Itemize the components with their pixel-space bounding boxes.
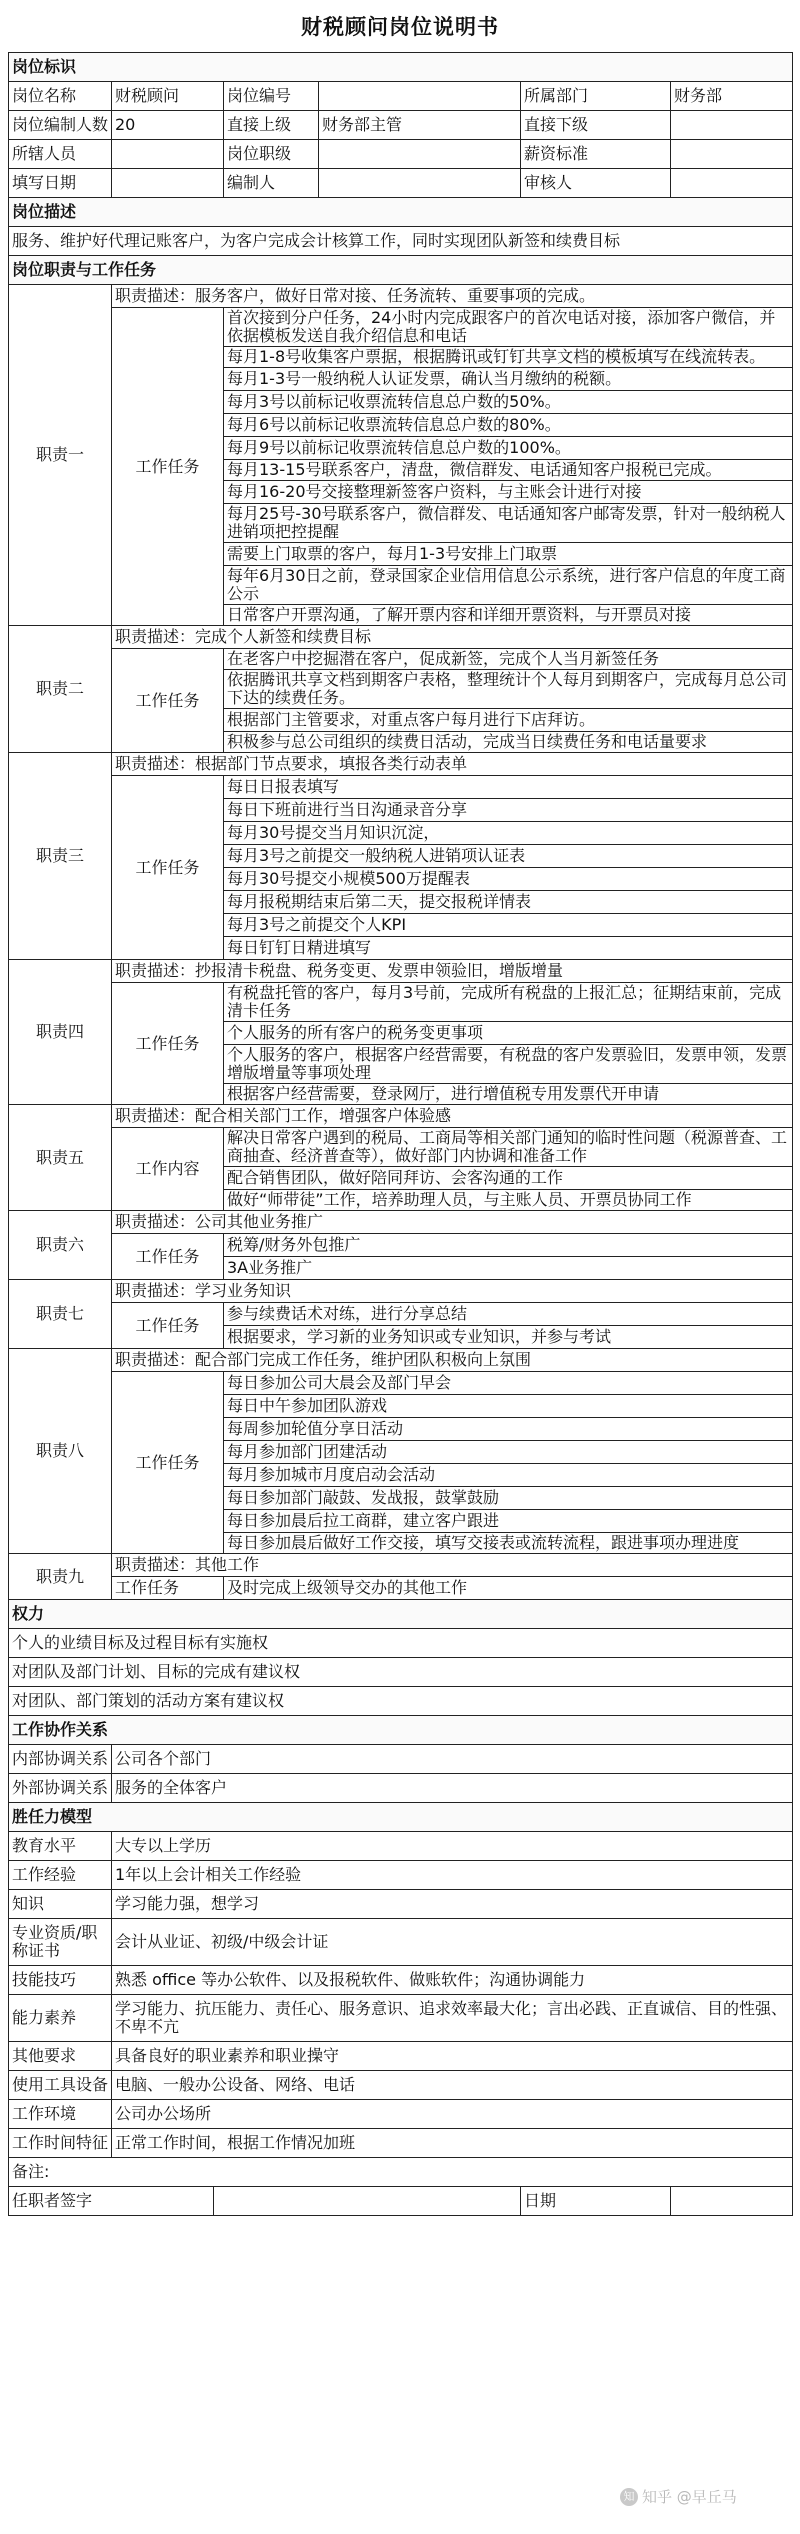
duty-1-task-label: 工作任务 (112, 308, 224, 626)
duty-7-task-label: 工作任务 (112, 1303, 224, 1349)
value-salary (671, 140, 793, 169)
duty-9-desc-row (9, 1554, 793, 1577)
duty-1-name: 职责一 (9, 285, 112, 626)
value-internal-relations: 公司各个部门 (112, 1745, 793, 1774)
duty-1-task: 每月16-20号交接整理新签客户资料，与主账会计进行对接 (224, 481, 793, 504)
duty-6-name: 职责六 (9, 1211, 112, 1280)
duty-7-name: 职责七 (9, 1280, 112, 1349)
value-external-relations: 服务的全体客户 (112, 1774, 793, 1803)
duty-2-task: 根据部门主管要求，对重点客户每月进行下店拜访。 (224, 709, 793, 732)
authority-item: 对团队及部门计划、目标的完成有建议权 (9, 1658, 793, 1687)
duty-4-desc-row (9, 960, 793, 983)
label-external-relations: 外部协调关系 (9, 1774, 112, 1803)
duty-1-task: 每月25号-30号联系客户，微信群发、电话通知客户邮寄发票，针对一般纳税人进销项把控提醒 (224, 504, 793, 543)
document-title: 财税顾问岗位说明书 (301, 14, 499, 39)
duty-3-task: 每日下班前进行当日沟通录音分享 (224, 799, 793, 822)
remarks: 备注: (9, 2158, 793, 2187)
duty-1-task: 每月9号以前标记收票流转信息总户数的100%。 (224, 437, 793, 460)
duty-8-task: 每周参加轮值分享日活动 (224, 1418, 793, 1441)
duty-6-desc-row (9, 1211, 793, 1234)
section-competency: 胜任力模型 (9, 1803, 793, 1832)
section-identity: 岗位标识 (9, 53, 793, 82)
value-other-requirements: 具备良好的职业素养和职业操守 (112, 2042, 793, 2071)
label-salary: 薪资标准 (521, 140, 671, 169)
duty-8-task: 每日参加晨后拉工商群，建立客户跟进 (224, 1510, 793, 1533)
duty-2-task: 依据腾讯共享文档到期客户表格，整理统计个人每月到期客户，完成每月总公司下达的续费任务。 (224, 670, 793, 709)
duty-6-desc: 职责描述：公司其他业务推广 (112, 1211, 793, 1234)
signature-value (214, 2187, 521, 2216)
duty-4-task: 个人服务的客户，根据客户经营需要，有税盘的客户发票验旧，发票申领，发票增版增量等事项处理 (224, 1045, 793, 1084)
duty-5-task-label: 工作内容 (112, 1128, 224, 1211)
duty-3-desc: 职责描述：根据部门节点要求，填报各类行动表单 (112, 753, 793, 776)
duty-4-task: 个人服务的所有客户的税务变更事项 (224, 1022, 793, 1045)
duty-4-task-label: 工作任务 (112, 983, 224, 1105)
identity-row-4 (9, 169, 793, 198)
value-job-name: 财税顾问 (112, 82, 224, 111)
label-other-requirements: 其他要求 (9, 2042, 112, 2071)
label-internal-relations: 内部协调关系 (9, 1745, 112, 1774)
label-job-name: 岗位名称 (9, 82, 112, 111)
duty-3-task: 每日日报表填写 (224, 776, 793, 799)
label-fill-date: 填写日期 (9, 169, 112, 198)
label-job-level: 岗位职级 (224, 140, 319, 169)
duty-2-desc: 职责描述：完成个人新签和续费目标 (112, 626, 793, 649)
duty-4-task: 有税盘托管的客户，每月3号前，完成所有税盘的上报汇总；征期结束前，完成清卡任务 (224, 983, 793, 1022)
duty-8-task: 每月参加城市月度启动会活动 (224, 1464, 793, 1487)
duty-4-name: 职责四 (9, 960, 112, 1105)
label-jurisdiction: 所辖人员 (9, 140, 112, 169)
duty-1-task: 每年6月30日之前，登录国家企业信用信息公示系统，进行客户信息的年度工商公示 (224, 566, 793, 605)
identity-row-1 (9, 82, 793, 111)
duty-1-task: 每月1-8号收集客户票据，根据腾讯或钉钉共享文档的模板填写在线流转表。 (224, 347, 793, 368)
duty-6-task: 3A业务推广 (224, 1257, 793, 1280)
section-authority: 权力 (9, 1600, 793, 1629)
label-tools: 使用工具设备 (9, 2071, 112, 2100)
duty-1-task: 每月3号以前标记收票流转信息总户数的50%。 (224, 391, 793, 414)
duty-3-task: 每月报税期结束后第二天，提交报税详情表 (224, 891, 793, 914)
section-duties: 岗位职责与工作任务 (9, 256, 793, 285)
duty-3-task-label: 工作任务 (112, 776, 224, 960)
date-label: 日期 (521, 2187, 671, 2216)
job-description-table (8, 52, 793, 2216)
description-text: 服务、维护好代理记账客户，为客户完成会计核算工作，同时实现团队新签和续费目标 (9, 227, 793, 256)
duty-7-desc-row (9, 1280, 793, 1303)
duty-2-desc-row (9, 626, 793, 649)
duty-5-task: 解决日常客户遇到的税局、工商局等相关部门通知的临时性问题（税源普查、工商抽查、经济普查等），做好部门内协调和准备工作 (224, 1128, 793, 1167)
duty-5-task: 配合销售团队，做好陪同拜访、会客沟通的工作 (224, 1167, 793, 1190)
value-direct-subordinate (671, 111, 793, 140)
label-education: 教育水平 (9, 1832, 112, 1861)
duty-8-desc-row (9, 1349, 793, 1372)
label-knowledge: 知识 (9, 1890, 112, 1919)
value-tools: 电脑、一般办公设备、网络、电话 (112, 2071, 793, 2100)
value-qualities: 学习能力、抗压能力、责任心、服务意识、追求效率最大化；言出必践、正直诚信、目的性强、不卑不亢 (112, 1995, 793, 2042)
duty-7-desc: 职责描述：学习业务知识 (112, 1280, 793, 1303)
label-direct-superior: 直接上级 (224, 111, 319, 140)
duty-1-task: 每月1-3号一般纳税人认证发票，确认当月缴纳的税额。 (224, 368, 793, 391)
duty-2-name: 职责二 (9, 626, 112, 753)
duty-3-task: 每日钉钉日精进填写 (224, 937, 793, 960)
duty-1-task: 每月6号以前标记收票流转信息总户数的80%。 (224, 414, 793, 437)
value-knowledge: 学习能力强，想学习 (112, 1890, 793, 1919)
label-reviewer: 审核人 (521, 169, 671, 198)
duty-8-task: 每日参加部门敲鼓、发战报，鼓掌鼓励 (224, 1487, 793, 1510)
duty-1-task: 首次接到分户任务，24小时内完成跟客户的首次电话对接，添加客户微信，并依据模板发送自我介绍信息和电话 (224, 308, 793, 347)
duty-3-desc-row (9, 753, 793, 776)
section-relations: 工作协作关系 (9, 1716, 793, 1745)
date-value (671, 2187, 793, 2216)
duty-5-name: 职责五 (9, 1105, 112, 1211)
duty-5-desc-row (9, 1105, 793, 1128)
value-headcount: 20 (112, 111, 224, 140)
value-job-level (319, 140, 521, 169)
duty-9-desc: 职责描述：其他工作 (112, 1554, 793, 1577)
duty-8-desc: 职责描述：配合部门完成工作任务，维护团队积极向上氛围 (112, 1349, 793, 1372)
label-work-time: 工作时间特征 (9, 2129, 112, 2158)
identity-row-2 (9, 111, 793, 140)
label-direct-subordinate: 直接下级 (521, 111, 671, 140)
authority-item: 对团队、部门策划的活动方案有建议权 (9, 1687, 793, 1716)
label-department: 所属部门 (521, 82, 671, 111)
duty-5-task: 做好“师带徒”工作，培养助理人员，与主账人员、开票员协同工作 (224, 1190, 793, 1211)
value-department: 财务部 (671, 82, 793, 111)
label-skills: 技能技巧 (9, 1966, 112, 1995)
duty-1-task: 每月13-15号联系客户，清盘，微信群发、电话通知客户报税已完成。 (224, 460, 793, 481)
watermark (620, 2486, 737, 2507)
duty-8-task-label: 工作任务 (112, 1372, 224, 1554)
duty-4-task: 根据客户经营需要，登录网厅，进行增值税专用发票代开申请 (224, 1084, 793, 1105)
duty-8-task: 每日参加晨后做好工作交接，填写交接表或流转流程，跟进事项办理进度 (224, 1533, 793, 1554)
value-direct-superior: 财务部主管 (319, 111, 521, 140)
duty-6-task: 税筹/财务外包推广 (224, 1234, 793, 1257)
value-author (319, 169, 521, 198)
value-reviewer (671, 169, 793, 198)
duty-9-task-label: 工作任务 (112, 1577, 224, 1600)
duty-8-task: 每日参加公司大晨会及部门早会 (224, 1372, 793, 1395)
duty-3-task: 每月30号提交当月知识沉淀， (224, 822, 793, 845)
label-experience: 工作经验 (9, 1861, 112, 1890)
duty-1-desc: 职责描述：服务客户，做好日常对接、任务流转、重要事项的完成。 (112, 285, 793, 308)
duty-8-name: 职责八 (9, 1349, 112, 1554)
value-education: 大专以上学历 (112, 1832, 793, 1861)
duty-9-task: 及时完成上级领导交办的其他工作 (224, 1577, 793, 1600)
duty-1-desc-row (9, 285, 793, 308)
duty-3-task: 每月3号之前提交个人KPI (224, 914, 793, 937)
authority-item: 个人的业绩目标及过程目标有实施权 (9, 1629, 793, 1658)
duty-5-desc: 职责描述：配合相关部门工作，增强客户体验感 (112, 1105, 793, 1128)
identity-row-3 (9, 140, 793, 169)
duty-8-task: 每日中午参加团队游戏 (224, 1395, 793, 1418)
value-environment: 公司办公场所 (112, 2100, 793, 2129)
label-environment: 工作环境 (9, 2100, 112, 2129)
duty-2-task-label: 工作任务 (112, 649, 224, 753)
value-job-code (319, 82, 521, 111)
duty-8-task: 每月参加部门团建活动 (224, 1441, 793, 1464)
label-certificates: 专业资质/职称证书 (9, 1919, 112, 1966)
value-skills: 熟悉 office 等办公软件、以及报税软件、做账软件；沟通协调能力 (112, 1966, 793, 1995)
duty-7-task: 根据要求，学习新的业务知识或专业知识，并参与考试 (224, 1326, 793, 1349)
label-job-code: 岗位编号 (224, 82, 319, 111)
zhihu-logo-icon: 知 (620, 2488, 638, 2506)
duty-3-name: 职责三 (9, 753, 112, 960)
label-headcount: 岗位编制人数 (9, 111, 112, 140)
duty-9-name: 职责九 (9, 1554, 112, 1600)
duty-1-task: 日常客户开票沟通，了解开票内容和详细开票资料，与开票员对接 (224, 605, 793, 626)
duty-2-task: 积极参与总公司组织的续费日活动，完成当日续费任务和电话量要求 (224, 732, 793, 753)
duty-4-desc: 职责描述：抄报清卡税盘、税务变更、发票申领验旧，增版增量 (112, 960, 793, 983)
label-qualities: 能力素养 (9, 1995, 112, 2042)
duty-7-task: 参与续费话术对练，进行分享总结 (224, 1303, 793, 1326)
signature-label: 任职者签字 (9, 2187, 214, 2216)
duty-3-task: 每月30号提交小规模500万提醒表 (224, 868, 793, 891)
label-author: 编制人 (224, 169, 319, 198)
value-certificates: 会计从业证、初级/中级会计证 (112, 1919, 793, 1966)
duty-2-task: 在老客户中挖掘潜在客户，促成新签，完成个人当月新签任务 (224, 649, 793, 670)
value-work-time: 正常工作时间，根据工作情况加班 (112, 2129, 793, 2158)
value-fill-date (112, 169, 224, 198)
value-jurisdiction (112, 140, 224, 169)
watermark-text: 知乎 @早丘马 (642, 2488, 737, 2506)
section-description: 岗位描述 (9, 198, 793, 227)
duty-1-task: 需要上门取票的客户，每月1-3号安排上门取票 (224, 543, 793, 566)
value-experience: 1年以上会计相关工作经验 (112, 1861, 793, 1890)
duty-6-task-label: 工作任务 (112, 1234, 224, 1280)
duty-3-task: 每月3号之前提交一般纳税人进销项认证表 (224, 845, 793, 868)
